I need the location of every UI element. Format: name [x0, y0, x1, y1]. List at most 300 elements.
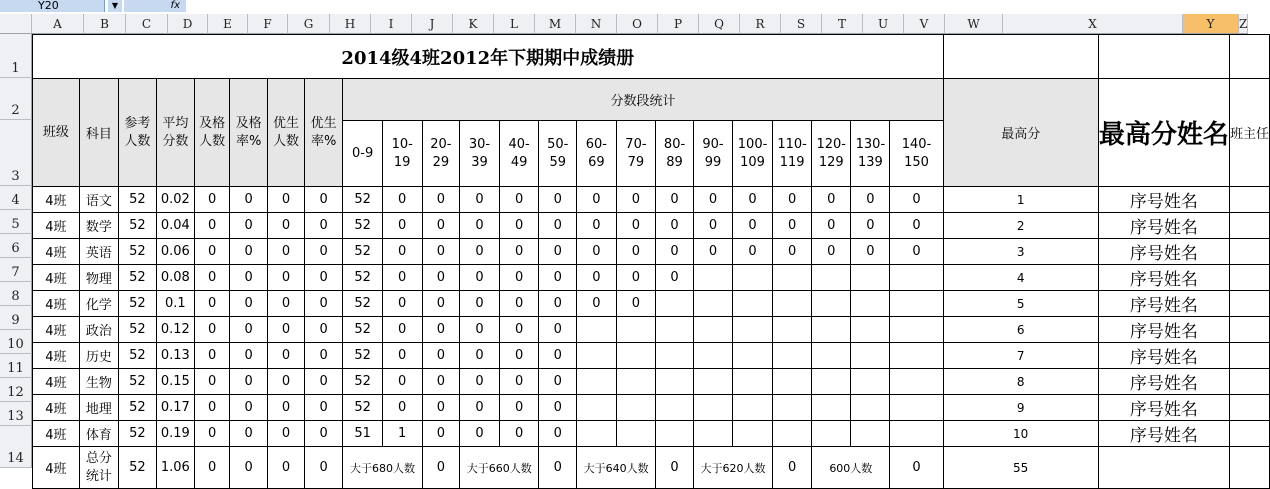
cell-segment-2[interactable]: 0 — [422, 343, 460, 369]
name-box[interactable]: Y20 — [0, 0, 105, 12]
cell-max-score[interactable]: 1 — [943, 187, 1098, 213]
row-header-3[interactable]: 3 — [0, 120, 32, 186]
cell-segment-3[interactable]: 0 — [460, 265, 500, 291]
cell-segment-4[interactable]: 0 — [499, 421, 539, 447]
cell-head-teacher[interactable] — [1229, 317, 1269, 343]
cell-segment-14[interactable]: 0 — [890, 187, 943, 213]
cell-segment-9[interactable] — [693, 395, 732, 421]
cell-segment-11[interactable] — [773, 317, 812, 343]
cell-max-name-total[interactable] — [1098, 447, 1229, 489]
cell-excellent-count[interactable]: 0 — [267, 239, 304, 265]
cell-excellent-rate[interactable]: 0 — [304, 187, 342, 213]
cell-segment-12[interactable] — [812, 265, 851, 291]
cell-segment-4[interactable]: 0 — [499, 187, 539, 213]
cell-segment-8[interactable]: 0 — [656, 213, 694, 239]
cell-segment-5[interactable]: 0 — [539, 421, 577, 447]
cell-segment-10[interactable] — [733, 421, 773, 447]
header-max-score[interactable]: 最高分 — [943, 79, 1098, 187]
cell-pass-rate[interactable]: 0 — [230, 187, 268, 213]
cell-class[interactable]: 4班 — [33, 421, 80, 447]
cell-segment-9[interactable] — [693, 291, 732, 317]
cell-segment-1[interactable]: 0 — [382, 395, 422, 421]
cell-segment-3[interactable]: 0 — [460, 369, 500, 395]
row-header-5[interactable]: 5 — [0, 210, 32, 234]
cell-subject[interactable]: 语文 — [79, 187, 118, 213]
cell-max-score[interactable]: 10 — [943, 421, 1098, 447]
cell-segment-10[interactable] — [733, 343, 773, 369]
cell-segment-3[interactable]: 0 — [460, 343, 500, 369]
cell-excellent-count[interactable]: 0 — [267, 213, 304, 239]
row-header-1[interactable]: 1 — [0, 34, 32, 78]
row-header-9[interactable]: 9 — [0, 306, 32, 330]
cell-average[interactable]: 1.06 — [156, 447, 194, 489]
cell-max-name[interactable]: 序号姓名 — [1098, 213, 1229, 239]
cell-segment-1[interactable]: 0 — [382, 291, 422, 317]
cell-excellent-count[interactable]: 0 — [267, 447, 304, 489]
cell-segment-9[interactable] — [693, 343, 732, 369]
cell-participants[interactable]: 52 — [119, 239, 157, 265]
cell-pass-count[interactable]: 0 — [194, 239, 229, 265]
cell-segment-10[interactable] — [733, 291, 773, 317]
cell-segment-6[interactable]: 0 — [577, 213, 617, 239]
cell-subject-total[interactable]: 总分统计 — [79, 447, 118, 489]
row-header-6[interactable]: 6 — [0, 234, 32, 258]
cell-segment-6[interactable]: 0 — [577, 239, 617, 265]
cell-segment-1[interactable]: 0 — [382, 239, 422, 265]
cell-segment-2[interactable]: 0 — [422, 395, 460, 421]
cell-pass-count[interactable]: 0 — [194, 343, 229, 369]
cell-excellent-count[interactable]: 0 — [267, 369, 304, 395]
cell-segment-0[interactable]: 52 — [343, 291, 382, 317]
cell-pass-rate[interactable]: 0 — [230, 447, 268, 489]
cell-class[interactable]: 4班 — [33, 447, 80, 489]
cell-segment-8[interactable] — [656, 291, 694, 317]
cell-max-name[interactable]: 序号姓名 — [1098, 317, 1229, 343]
cell-segment-11[interactable] — [773, 291, 812, 317]
cell-segment-2[interactable]: 0 — [422, 291, 460, 317]
cell-segment-9[interactable]: 0 — [693, 187, 732, 213]
cell-segment-7[interactable] — [616, 395, 656, 421]
cell-average[interactable]: 0.19 — [156, 421, 194, 447]
cell-segment-13[interactable] — [851, 369, 890, 395]
cell-head-teacher[interactable] — [1229, 187, 1269, 213]
cell-segment-13[interactable] — [851, 291, 890, 317]
cell-segment-12[interactable] — [812, 369, 851, 395]
cell-segment-5[interactable]: 0 — [539, 317, 577, 343]
name-box-dropdown-icon[interactable]: ▼ — [108, 0, 122, 12]
cell-head-teacher[interactable] — [1229, 369, 1269, 395]
cell-class[interactable]: 4班 — [33, 213, 80, 239]
header-segment-2[interactable]: 20- 29 — [422, 121, 460, 187]
cell-pass-count[interactable]: 0 — [194, 369, 229, 395]
row-header-11[interactable]: 11 — [0, 354, 32, 378]
column-header-l[interactable]: L — [494, 14, 535, 34]
cell-subject[interactable]: 政治 — [79, 317, 118, 343]
cell-segment-11[interactable]: 0 — [773, 239, 812, 265]
cell-excellent-rate[interactable]: 0 — [304, 265, 342, 291]
cell-segment-10[interactable]: 0 — [733, 213, 773, 239]
cell-segment-0[interactable]: 52 — [343, 213, 382, 239]
cell-pass-rate[interactable]: 0 — [230, 291, 268, 317]
cell-class[interactable]: 4班 — [33, 187, 80, 213]
column-header-r[interactable]: R — [740, 14, 781, 34]
cell-segment-14[interactable]: 0 — [890, 239, 943, 265]
cell-segment-4[interactable]: 0 — [499, 265, 539, 291]
header-segment-13[interactable]: 130- 139 — [851, 121, 890, 187]
cell-segment-9[interactable] — [693, 265, 732, 291]
header-segment-1[interactable]: 10- 19 — [382, 121, 422, 187]
column-header-q[interactable]: Q — [699, 14, 740, 34]
column-header-o[interactable]: O — [617, 14, 658, 34]
cell-segment-8[interactable] — [656, 343, 694, 369]
cell-subject[interactable]: 物理 — [79, 265, 118, 291]
header-head-teacher[interactable]: 班主任 — [1229, 79, 1269, 187]
cell-max-score-total[interactable]: 55 — [943, 447, 1098, 489]
cell-participants[interactable]: 52 — [119, 291, 157, 317]
cell-excellent-count[interactable]: 0 — [267, 291, 304, 317]
cell-segment-4[interactable]: 0 — [499, 395, 539, 421]
cell-max-score[interactable]: 8 — [943, 369, 1098, 395]
cell-segment-1[interactable]: 1 — [382, 421, 422, 447]
cell-average[interactable]: 0.15 — [156, 369, 194, 395]
cell-segment-7[interactable]: 0 — [616, 291, 656, 317]
cell-participants[interactable]: 52 — [119, 421, 157, 447]
cell-subject[interactable]: 生物 — [79, 369, 118, 395]
cell-segment-7[interactable]: 0 — [616, 187, 656, 213]
cell-average[interactable]: 0.13 — [156, 343, 194, 369]
cell-excellent-rate[interactable]: 0 — [304, 421, 342, 447]
cell-segment-11[interactable] — [773, 421, 812, 447]
row-header-7[interactable]: 7 — [0, 258, 32, 282]
cell-pass-rate[interactable]: 0 — [230, 369, 268, 395]
cell-head-teacher[interactable] — [1229, 265, 1269, 291]
column-header-j[interactable]: J — [412, 14, 453, 34]
cell-segment-3[interactable]: 0 — [460, 317, 500, 343]
cell-pass-count[interactable]: 0 — [194, 213, 229, 239]
column-header-u[interactable]: U — [863, 14, 904, 34]
cell-gt680[interactable]: 0 — [422, 447, 460, 489]
cell-segment-2[interactable]: 0 — [422, 187, 460, 213]
cell-segment-8[interactable] — [656, 317, 694, 343]
column-header-i[interactable]: I — [371, 14, 412, 34]
cell-z1[interactable] — [1229, 35, 1269, 79]
cell-segment-13[interactable] — [851, 265, 890, 291]
cell-average[interactable]: 0.02 — [156, 187, 194, 213]
cell-pass-rate[interactable]: 0 — [230, 421, 268, 447]
row-header-4[interactable]: 4 — [0, 186, 32, 210]
cell-segment-5[interactable]: 0 — [539, 343, 577, 369]
cell-segment-7[interactable]: 0 — [616, 213, 656, 239]
header-max-name[interactable]: 最高分姓名 — [1098, 79, 1229, 187]
cell-subject[interactable]: 历史 — [79, 343, 118, 369]
cell-excellent-rate[interactable]: 0 — [304, 291, 342, 317]
cell-segment-7[interactable] — [616, 317, 656, 343]
column-header-x[interactable]: X — [1003, 14, 1183, 34]
sheet-title[interactable]: 2014级4班2012年下期期中成绩册 — [33, 35, 944, 79]
cell-gt640-label[interactable]: 大于640人数 — [577, 447, 656, 489]
cell-class[interactable]: 4班 — [33, 317, 80, 343]
cell-segment-0[interactable]: 51 — [343, 421, 382, 447]
column-header-y[interactable]: Y — [1183, 14, 1239, 34]
cell-excellent-count[interactable]: 0 — [267, 187, 304, 213]
cell-average[interactable]: 0.04 — [156, 213, 194, 239]
cell-segment-3[interactable]: 0 — [460, 395, 500, 421]
cell-segment-1[interactable]: 0 — [382, 265, 422, 291]
header-participants[interactable]: 参考人数 — [119, 79, 157, 187]
cell-head-teacher[interactable] — [1229, 343, 1269, 369]
cell-segment-6[interactable] — [577, 395, 617, 421]
column-header-s[interactable]: S — [781, 14, 822, 34]
cell-segment-14[interactable] — [890, 317, 943, 343]
cell-segment-9[interactable]: 0 — [693, 239, 732, 265]
header-excellent-rate[interactable]: 优生率% — [304, 79, 342, 187]
cell-max-score[interactable]: 2 — [943, 213, 1098, 239]
cell-segment-0[interactable]: 52 — [343, 343, 382, 369]
cell-segment-6[interactable] — [577, 317, 617, 343]
cell-segment-0[interactable]: 52 — [343, 369, 382, 395]
column-header-t[interactable]: T — [822, 14, 863, 34]
cell-segment-10[interactable] — [733, 369, 773, 395]
cell-segment-5[interactable]: 0 — [539, 369, 577, 395]
cell-class[interactable]: 4班 — [33, 239, 80, 265]
cell-excellent-count[interactable]: 0 — [267, 317, 304, 343]
cell-gt620-label[interactable]: 大于620人数 — [693, 447, 772, 489]
cell-segment-1[interactable]: 0 — [382, 317, 422, 343]
header-class[interactable]: 班级 — [33, 79, 80, 187]
cell-max-name[interactable]: 序号姓名 — [1098, 421, 1229, 447]
cell-segment-3[interactable]: 0 — [460, 421, 500, 447]
cell-segment-13[interactable] — [851, 343, 890, 369]
cell-segment-11[interactable] — [773, 395, 812, 421]
cell-max-name[interactable]: 序号姓名 — [1098, 343, 1229, 369]
cell-head-teacher[interactable] — [1229, 239, 1269, 265]
cell-class[interactable]: 4班 — [33, 395, 80, 421]
cell-segment-7[interactable] — [616, 369, 656, 395]
cell-segment-8[interactable]: 0 — [656, 239, 694, 265]
cell-segment-3[interactable]: 0 — [460, 187, 500, 213]
cell-participants[interactable]: 52 — [119, 395, 157, 421]
cell-segment-12[interactable] — [812, 317, 851, 343]
cell-segment-8[interactable] — [656, 369, 694, 395]
cell-segment-14[interactable] — [890, 343, 943, 369]
cell-pass-count[interactable]: 0 — [194, 317, 229, 343]
cell-max-score[interactable]: 3 — [943, 239, 1098, 265]
column-header-c[interactable]: C — [126, 14, 168, 34]
header-excellent-count[interactable]: 优生人数 — [267, 79, 304, 187]
cell-average[interactable]: 0.06 — [156, 239, 194, 265]
cell-max-name[interactable]: 序号姓名 — [1098, 291, 1229, 317]
cell-subject[interactable]: 体育 — [79, 421, 118, 447]
header-segment-10[interactable]: 100- 109 — [733, 121, 773, 187]
cell-segment-3[interactable]: 0 — [460, 239, 500, 265]
cell-segment-10[interactable] — [733, 317, 773, 343]
cell-segment-0[interactable]: 52 — [343, 265, 382, 291]
cell-segment-6[interactable]: 0 — [577, 265, 617, 291]
cell-gt660[interactable]: 0 — [539, 447, 577, 489]
cell-segment-2[interactable]: 0 — [422, 421, 460, 447]
column-header-h[interactable]: H — [330, 14, 371, 34]
cell-head-teacher[interactable] — [1229, 395, 1269, 421]
cell-pass-count[interactable]: 0 — [194, 187, 229, 213]
cell-segment-4[interactable]: 0 — [499, 291, 539, 317]
cell-segment-11[interactable] — [773, 343, 812, 369]
column-header-p[interactable]: P — [658, 14, 699, 34]
cell-average[interactable]: 0.12 — [156, 317, 194, 343]
fx-icon[interactable]: fx — [124, 0, 186, 12]
cell-head-teacher-total[interactable] — [1229, 447, 1269, 489]
cell-segment-12[interactable]: 0 — [812, 187, 851, 213]
cell-average[interactable]: 0.17 — [156, 395, 194, 421]
cell-gt640[interactable]: 0 — [656, 447, 694, 489]
cell-segment-2[interactable]: 0 — [422, 213, 460, 239]
row-header-10[interactable]: 10 — [0, 330, 32, 354]
column-header-z[interactable]: Z — [1239, 14, 1248, 34]
cell-segment-8[interactable] — [656, 421, 694, 447]
cell-participants[interactable]: 52 — [119, 317, 157, 343]
cell-class[interactable]: 4班 — [33, 265, 80, 291]
cell-segment-12[interactable] — [812, 421, 851, 447]
cell-segment-12[interactable] — [812, 291, 851, 317]
cell-segment-1[interactable]: 0 — [382, 213, 422, 239]
cell-pass-rate[interactable]: 0 — [230, 343, 268, 369]
cell-segment-11[interactable] — [773, 369, 812, 395]
cell-participants[interactable]: 52 — [119, 213, 157, 239]
row-header-14[interactable]: 14 — [0, 426, 32, 468]
cell-segment-6[interactable]: 0 — [577, 291, 617, 317]
cell-x1[interactable] — [943, 35, 1098, 79]
cell-subject[interactable]: 数学 — [79, 213, 118, 239]
column-header-e[interactable]: E — [208, 14, 248, 34]
cell-segment-2[interactable]: 0 — [422, 317, 460, 343]
cell-segment-14[interactable] — [890, 265, 943, 291]
header-segment-6[interactable]: 60- 69 — [577, 121, 617, 187]
header-subject[interactable]: 科目 — [79, 79, 118, 187]
cell-segment-5[interactable]: 0 — [539, 395, 577, 421]
cell-excellent-count[interactable]: 0 — [267, 343, 304, 369]
row-header-12[interactable]: 12 — [0, 378, 32, 402]
cell-segment-12[interactable]: 0 — [812, 239, 851, 265]
cell-pass-rate[interactable]: 0 — [230, 213, 268, 239]
cell-segment-4[interactable]: 0 — [499, 213, 539, 239]
cell-segment-13[interactable]: 0 — [851, 239, 890, 265]
cell-segment-0[interactable]: 52 — [343, 239, 382, 265]
header-segment-group[interactable]: 分数段统计 — [343, 79, 943, 121]
column-header-b[interactable]: B — [84, 14, 126, 34]
cell-segment-5[interactable]: 0 — [539, 265, 577, 291]
cell-pass-rate[interactable]: 0 — [230, 239, 268, 265]
cell-segment-11[interactable] — [773, 265, 812, 291]
cell-segment-12[interactable] — [812, 343, 851, 369]
header-segment-12[interactable]: 120- 129 — [812, 121, 851, 187]
row-header-13[interactable]: 13 — [0, 402, 32, 426]
cell-pass-count[interactable]: 0 — [194, 395, 229, 421]
cell-segment-14[interactable] — [890, 369, 943, 395]
cell-segment-13[interactable] — [851, 317, 890, 343]
cell-y1[interactable] — [1098, 35, 1229, 79]
cell-head-teacher[interactable] — [1229, 291, 1269, 317]
cell-excellent-count[interactable]: 0 — [267, 265, 304, 291]
cell-segment-4[interactable]: 0 — [499, 369, 539, 395]
header-segment-7[interactable]: 70- 79 — [616, 121, 656, 187]
cell-class[interactable]: 4班 — [33, 369, 80, 395]
cell-excellent-rate[interactable]: 0 — [304, 343, 342, 369]
cell-segment-7[interactable] — [616, 421, 656, 447]
column-header-n[interactable]: N — [576, 14, 617, 34]
cell-max-name[interactable]: 序号姓名 — [1098, 239, 1229, 265]
column-header-g[interactable]: G — [288, 14, 330, 34]
cell-excellent-rate[interactable]: 0 — [304, 447, 342, 489]
cell-segment-5[interactable]: 0 — [539, 239, 577, 265]
cell-participants[interactable]: 52 — [119, 187, 157, 213]
cell-segment-13[interactable]: 0 — [851, 213, 890, 239]
cell-gt680-label[interactable]: 大于680人数 — [343, 447, 422, 489]
cell-segment-3[interactable]: 0 — [460, 213, 500, 239]
cell-participants[interactable]: 52 — [119, 265, 157, 291]
cell-segment-11[interactable]: 0 — [773, 187, 812, 213]
cell-segment-11[interactable]: 0 — [773, 213, 812, 239]
cell-pass-count[interactable]: 0 — [194, 265, 229, 291]
cell-pass-rate[interactable]: 0 — [230, 317, 268, 343]
cell-segment-1[interactable]: 0 — [382, 369, 422, 395]
column-header-a[interactable]: A — [32, 14, 84, 34]
cell-segment-0[interactable]: 52 — [343, 317, 382, 343]
cell-segment-10[interactable] — [733, 395, 773, 421]
cell-segment-4[interactable]: 0 — [499, 343, 539, 369]
cell-pass-count[interactable]: 0 — [194, 421, 229, 447]
header-segment-14[interactable]: 140- 150 — [890, 121, 943, 187]
cell-segment-14[interactable] — [890, 291, 943, 317]
cell-class[interactable]: 4班 — [33, 291, 80, 317]
cell-average[interactable]: 0.08 — [156, 265, 194, 291]
column-header-f[interactable]: F — [248, 14, 288, 34]
cell-segment-4[interactable]: 0 — [499, 239, 539, 265]
row-header-8[interactable]: 8 — [0, 282, 32, 306]
cell-segment-6[interactable] — [577, 421, 617, 447]
cell-segment-8[interactable]: 0 — [656, 265, 694, 291]
header-pass-count[interactable]: 及格人数 — [194, 79, 229, 187]
cell-segment-14[interactable] — [890, 395, 943, 421]
cell-segment-3[interactable]: 0 — [460, 291, 500, 317]
cell-segment-6[interactable] — [577, 343, 617, 369]
cell-max-name[interactable]: 序号姓名 — [1098, 395, 1229, 421]
column-header-d[interactable]: D — [168, 14, 208, 34]
header-segment-11[interactable]: 110- 119 — [773, 121, 812, 187]
cell-segment-14[interactable]: 0 — [890, 213, 943, 239]
cell-segment-7[interactable]: 0 — [616, 239, 656, 265]
cell-participants[interactable]: 52 — [119, 369, 157, 395]
cell-excellent-rate[interactable]: 0 — [304, 395, 342, 421]
cell-excellent-rate[interactable]: 0 — [304, 369, 342, 395]
cell-subject[interactable]: 地理 — [79, 395, 118, 421]
header-segment-8[interactable]: 80- 89 — [656, 121, 694, 187]
cell-segment-14[interactable] — [890, 421, 943, 447]
cell-excellent-count[interactable]: 0 — [267, 395, 304, 421]
cell-head-teacher[interactable] — [1229, 213, 1269, 239]
cell-segment-10[interactable]: 0 — [733, 187, 773, 213]
cell-segment-2[interactable]: 0 — [422, 239, 460, 265]
cell-max-score[interactable]: 5 — [943, 291, 1098, 317]
cell-segment-2[interactable]: 0 — [422, 265, 460, 291]
cell-segment-12[interactable]: 0 — [812, 213, 851, 239]
cell-segment-8[interactable] — [656, 395, 694, 421]
cell-max-score[interactable]: 7 — [943, 343, 1098, 369]
cell-max-score[interactable]: 9 — [943, 395, 1098, 421]
header-segment-5[interactable]: 50- 59 — [539, 121, 577, 187]
cell-segment-1[interactable]: 0 — [382, 187, 422, 213]
header-pass-rate[interactable]: 及格率% — [230, 79, 268, 187]
row-header-2[interactable]: 2 — [0, 78, 32, 120]
cell-segment-8[interactable]: 0 — [656, 187, 694, 213]
